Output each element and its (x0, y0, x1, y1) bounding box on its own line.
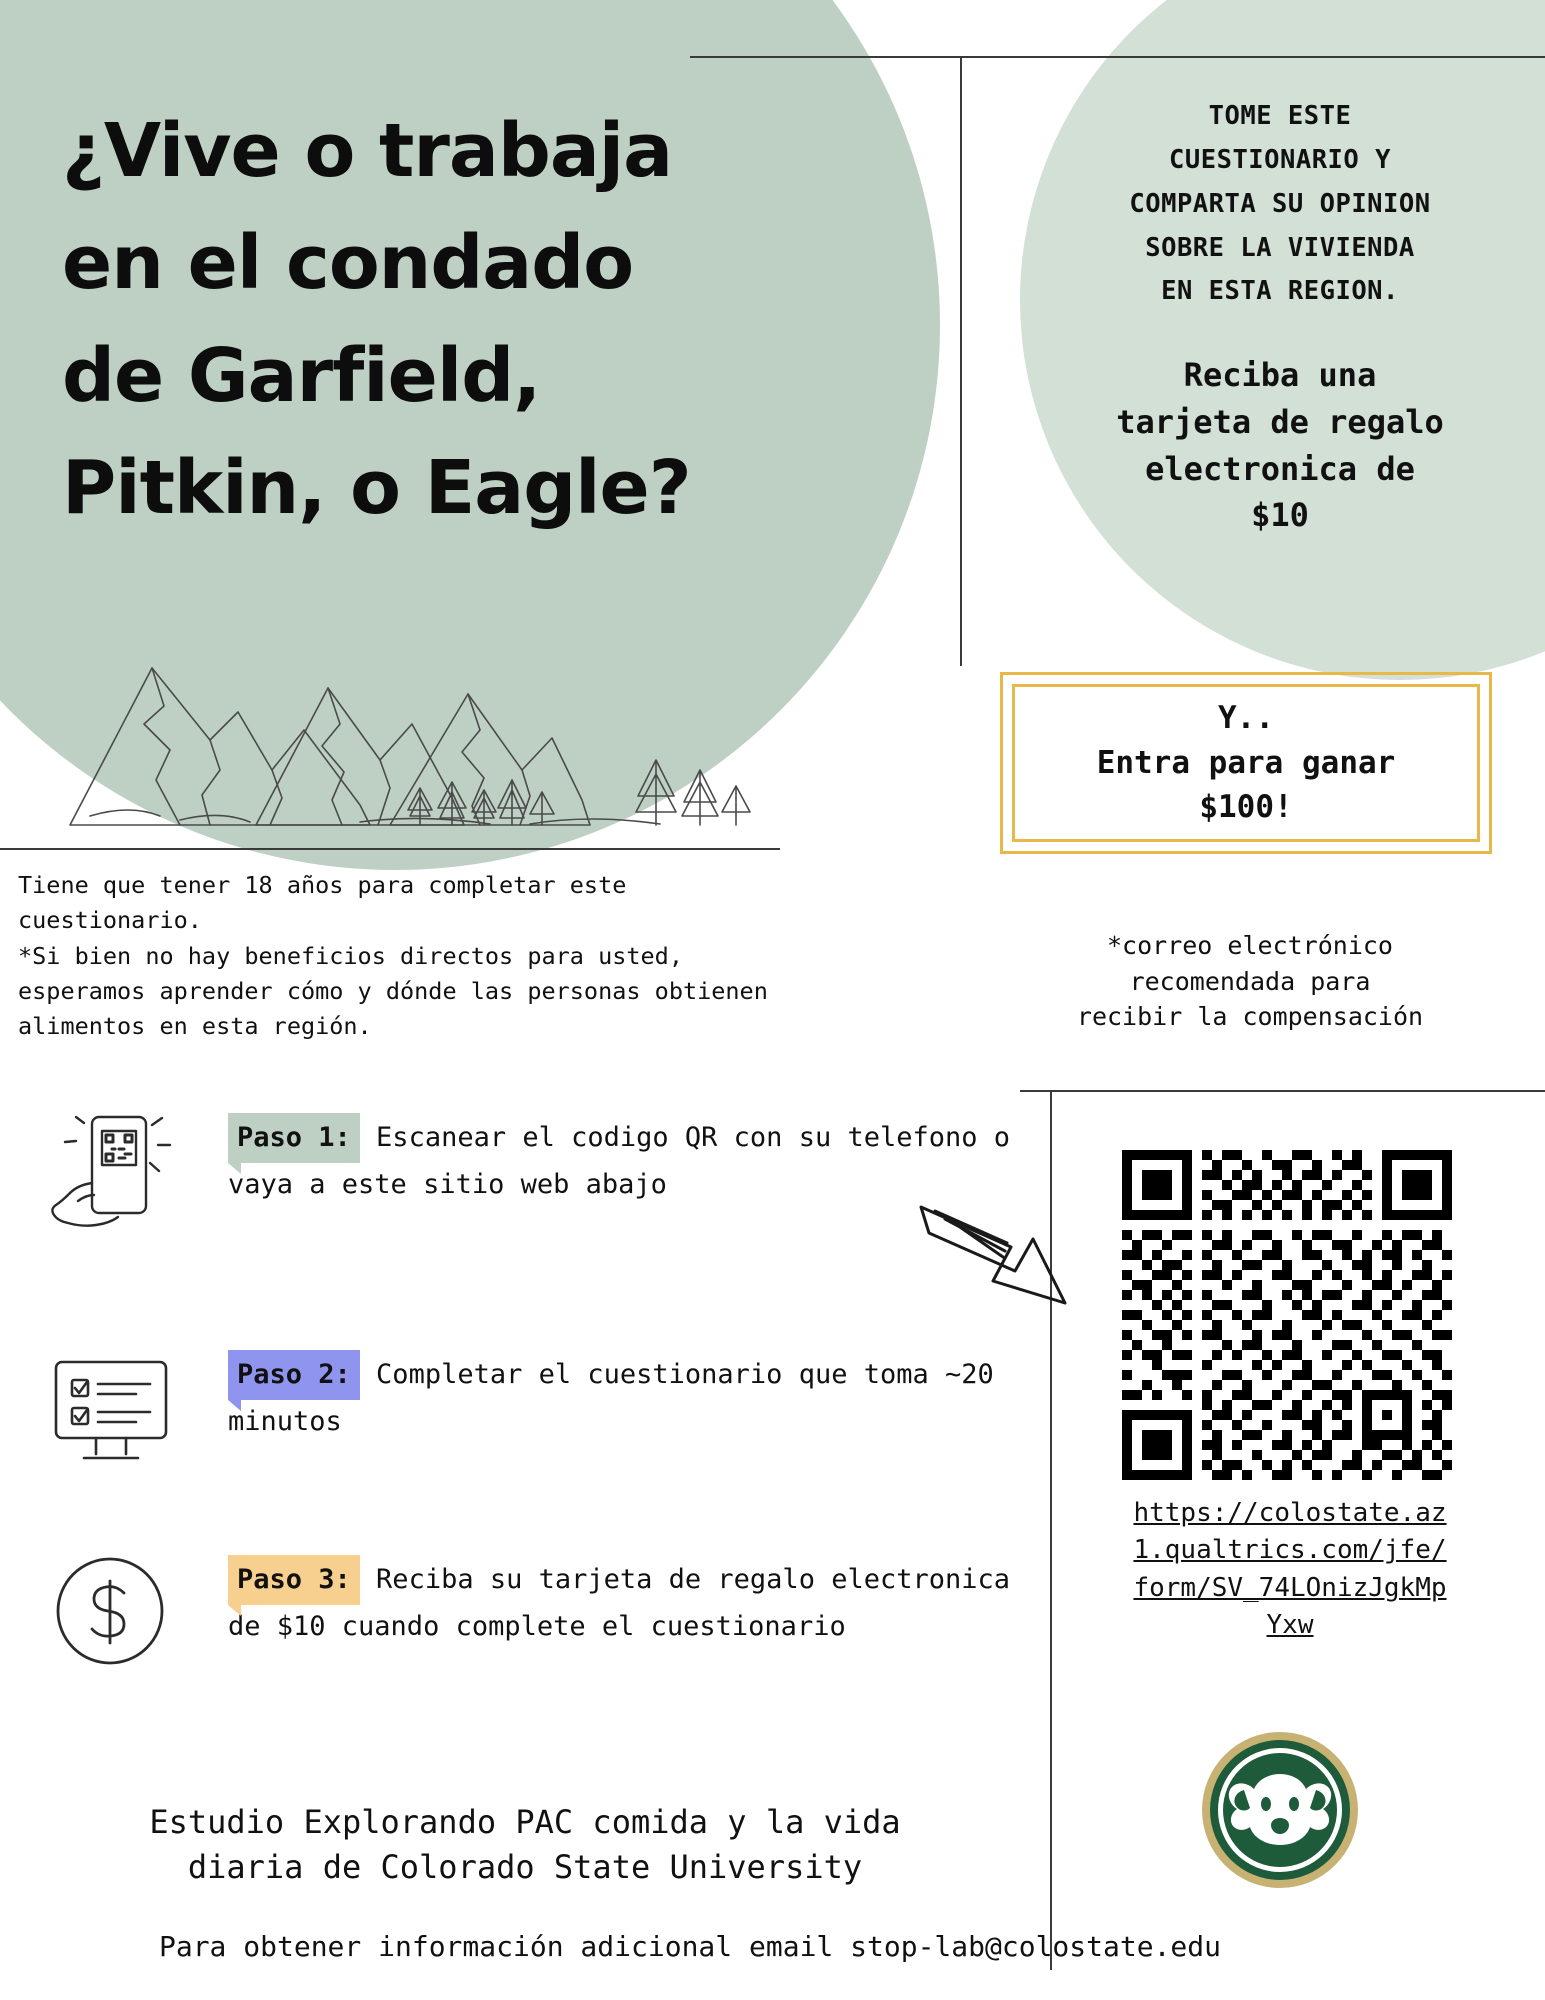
eligibility-disclaimer (18, 868, 918, 1044)
disclaimer-line-1: Tiene que tener 18 años para completar este (18, 871, 627, 899)
survey-caps-line-4: SOBRE LA VIVIENDA (1145, 232, 1415, 263)
step-1 (0, 1105, 1020, 1285)
step-1-text (228, 1113, 1018, 1207)
sweepstakes-line-2: Entra para ganar (1096, 744, 1396, 781)
divider-middle-horizontal (1020, 1090, 1545, 1092)
study-name (30, 1800, 1020, 1891)
divider-top-vertical (960, 56, 962, 666)
email-note (990, 928, 1510, 1035)
sweepstakes-line-1: Y.. (1218, 699, 1274, 736)
survey-url-line-4: Yxw (1266, 1610, 1314, 1641)
sweepstakes-box (1000, 672, 1492, 854)
qr-code[interactable] (1122, 1150, 1452, 1480)
survey-callout-caps (1030, 95, 1530, 314)
page-title-line-4: Pitkin, o Eagle? (62, 445, 691, 532)
page-title-line-3: de Garfield, (62, 332, 541, 419)
study-name-line-1: Estudio Explorando PAC comida y la vida (149, 1803, 901, 1841)
step-2-description: Completar el cuestionario que toma ~20 minutos (228, 1359, 994, 1437)
divider-top-horizontal (690, 56, 1545, 58)
arrow-pointing-to-qr-icon (915, 1185, 1105, 1325)
email-note-line-3: recibir la compensación (1076, 1002, 1424, 1031)
page-title-line-1: ¿Vive o trabaja (62, 108, 673, 194)
gift-line-3: electronica de (1145, 449, 1415, 488)
gift-line-2: tarjeta de regalo (1116, 403, 1444, 442)
step-1-description: Escanear el codigo QR con su telefono o vaya a este sitio web abajo (228, 1122, 1011, 1200)
email-note-line-1: *correo electrónico (1107, 931, 1393, 960)
survey-url-line-2: 1.qualtrics.com/jfe/ (1133, 1535, 1447, 1566)
sweepstakes-line-3: $100! (1199, 789, 1293, 826)
step-2 (0, 1340, 1020, 1500)
gift-line-1: Reciba una (1183, 356, 1377, 395)
mountain-landscape-illustration (60, 620, 780, 850)
step-3-tag: Paso 3: (228, 1555, 360, 1605)
dollar-coin-icon (40, 1545, 180, 1685)
qr-phone-scan-icon (40, 1105, 180, 1245)
survey-caps-line-2: CUESTIONARIO Y (1169, 144, 1391, 175)
gift-line-4: $10 (1251, 496, 1309, 535)
sweepstakes-box-inner (1012, 684, 1480, 842)
study-name-line-2: diaria de Colorado State University (187, 1848, 863, 1887)
step-3-description: Reciba su tarjeta de regalo electronica de $10 cuando complete el cuestionario (228, 1564, 1011, 1642)
survey-caps-line-5: EN ESTA REGION. (1161, 276, 1399, 307)
disclaimer-line-4: esperamos aprender cómo y dónde las personas obtienen (18, 976, 768, 1005)
survey-url-link[interactable] (1080, 1495, 1500, 1645)
disclaimer-line-2: cuestionario. (18, 906, 202, 935)
step-1-tag: Paso 1: (228, 1113, 360, 1163)
disclaimer-line-5: alimentos en esta región. (18, 1012, 372, 1040)
monitor-checklist-icon (40, 1340, 180, 1480)
survey-callout (1030, 95, 1530, 539)
contact-email-line[interactable]: Para obtener información adicional email stop-lab@colostate.edu (158, 1930, 1222, 1963)
survey-url-line-3: form/SV_74LOnizJgkMp (1133, 1572, 1447, 1603)
page-title-line-2: en el condado (62, 220, 634, 307)
gift-card-offer (1030, 352, 1530, 539)
step-3 (0, 1545, 1020, 1745)
step-2-text (228, 1350, 1018, 1444)
survey-caps-line-3: COMPARTA SU OPINION (1129, 188, 1431, 219)
colorado-state-university-ram-logo (1200, 1730, 1360, 1890)
email-note-line-2: recomendada para (1129, 966, 1371, 996)
survey-url-line-1: https://colostate.az (1133, 1498, 1447, 1528)
survey-caps-line-1: TOME ESTE (1208, 101, 1352, 131)
step-2-tag: Paso 2: (228, 1350, 360, 1400)
step-3-text (228, 1555, 1018, 1649)
disclaimer-line-3: *Si bien no hay beneficios directos para usted, (18, 941, 683, 970)
page-title (62, 95, 912, 545)
